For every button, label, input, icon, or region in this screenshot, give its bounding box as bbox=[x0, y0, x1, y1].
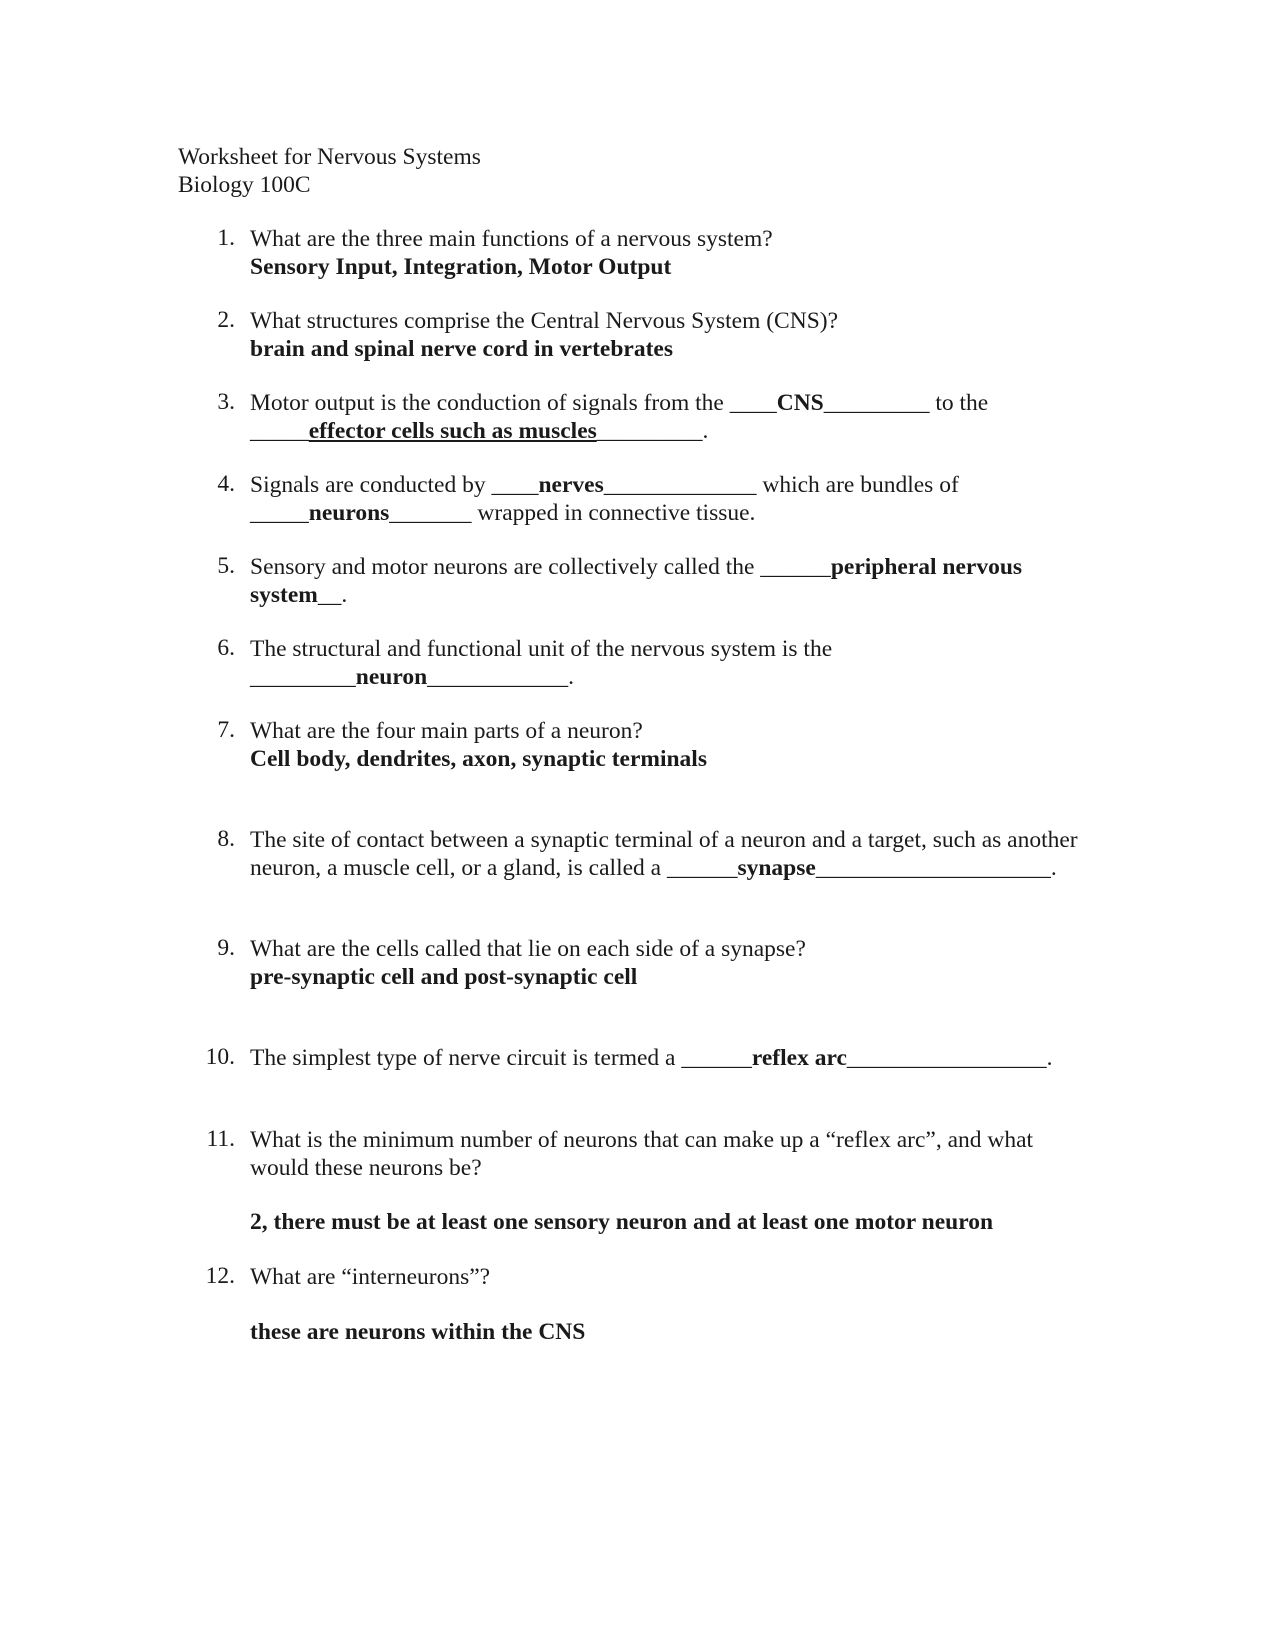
answer-text: Cell body, dendrites, axon, synaptic terminals bbox=[250, 746, 707, 772]
answer-text: effector cells such as muscles bbox=[308, 418, 597, 444]
question-text: What structures comprise the Central Nervous System (CNS)? bbox=[250, 308, 839, 334]
question-line-2 bbox=[250, 854, 1057, 882]
answer-text: nerves bbox=[538, 472, 604, 498]
question-number: 10. bbox=[205, 1044, 235, 1070]
question-number: 2. bbox=[217, 307, 235, 333]
course-name: Biology 100C bbox=[178, 172, 311, 198]
blank-prefix: Motor output is the conduction of signals from the ____ bbox=[250, 390, 777, 416]
blank-suffix: _______ wrapped in connective tissue. bbox=[389, 500, 756, 526]
answer-text: 2, there must be at least one sensory neuron and at least one motor neuron bbox=[250, 1209, 994, 1235]
answer-text: brain and spinal nerve cord in vertebrates bbox=[250, 336, 673, 362]
question-number: 8. bbox=[217, 826, 235, 852]
question-number: 12. bbox=[205, 1263, 235, 1289]
question-number: 5. bbox=[217, 553, 235, 579]
question-text: What are the cells called that lie on each side of a synapse? bbox=[250, 936, 806, 962]
question-text: What are the four main parts of a neuron? bbox=[250, 718, 643, 744]
answer-text: synapse bbox=[737, 855, 816, 881]
question-text-line-1: What is the minimum number of neurons that can make up a “reflex arc”, and what bbox=[250, 1127, 1034, 1153]
question-number: 7. bbox=[217, 717, 235, 743]
question-line-2 bbox=[250, 581, 347, 609]
blank-suffix: _________________. bbox=[846, 1045, 1053, 1071]
answer-text: system bbox=[250, 582, 318, 608]
question-number: 6. bbox=[217, 635, 235, 661]
question-text-line-2: would these neurons be? bbox=[250, 1155, 482, 1181]
blank-prefix: _____ bbox=[250, 500, 309, 526]
question-text: What are “interneurons”? bbox=[250, 1264, 491, 1290]
question-number: 3. bbox=[217, 389, 235, 415]
question-line-1 bbox=[250, 471, 959, 499]
answer-text: neurons bbox=[308, 500, 390, 526]
question-number: 9. bbox=[217, 935, 235, 961]
blank-suffix: _________. bbox=[596, 418, 709, 444]
question-line-1 bbox=[250, 1044, 1053, 1072]
answer-text: peripheral nervous bbox=[830, 554, 1023, 580]
worksheet-title: Worksheet for Nervous Systems bbox=[178, 144, 481, 170]
question-text: The site of contact between a synaptic terminal of a neuron and a target, such as another bbox=[250, 827, 1078, 853]
blank-prefix: The simplest type of nerve circuit is termed a ______ bbox=[250, 1045, 752, 1071]
question-line-1 bbox=[250, 389, 988, 417]
answer-text: pre-synaptic cell and post-synaptic cell bbox=[250, 964, 638, 990]
blank-suffix: ____________________. bbox=[815, 855, 1057, 881]
blank-prefix: Sensory and motor neurons are collectively called the ______ bbox=[250, 554, 831, 580]
question-text: What are the three main functions of a nervous system? bbox=[250, 226, 773, 252]
answer-text: these are neurons within the CNS bbox=[250, 1319, 586, 1345]
blank-suffix: ____________. bbox=[427, 664, 575, 690]
question-number: 4. bbox=[217, 471, 235, 497]
question-line-2 bbox=[250, 499, 755, 527]
blank-prefix: Signals are conducted by ____ bbox=[250, 472, 539, 498]
question-number: 1. bbox=[217, 225, 235, 251]
blank-suffix: _____________ which are bundles of bbox=[603, 472, 959, 498]
question-line-1 bbox=[250, 553, 1022, 581]
question-text: The structural and functional unit of the nervous system is the bbox=[250, 636, 833, 662]
question-number: 11. bbox=[206, 1126, 235, 1152]
answer-text: CNS bbox=[776, 390, 824, 416]
blank-suffix: __. bbox=[317, 582, 348, 608]
question-line-2 bbox=[250, 417, 708, 445]
question-line-2 bbox=[250, 663, 574, 691]
blank-prefix: _____ bbox=[250, 418, 309, 444]
answer-text: neuron bbox=[355, 664, 428, 690]
answer-text: Sensory Input, Integration, Motor Output bbox=[250, 254, 672, 280]
blank-prefix: _________ bbox=[250, 664, 356, 690]
blank-prefix: neuron, a muscle cell, or a gland, is called a ______ bbox=[250, 855, 738, 881]
blank-suffix: _________ to the bbox=[823, 390, 989, 416]
answer-text: reflex arc bbox=[751, 1045, 847, 1071]
